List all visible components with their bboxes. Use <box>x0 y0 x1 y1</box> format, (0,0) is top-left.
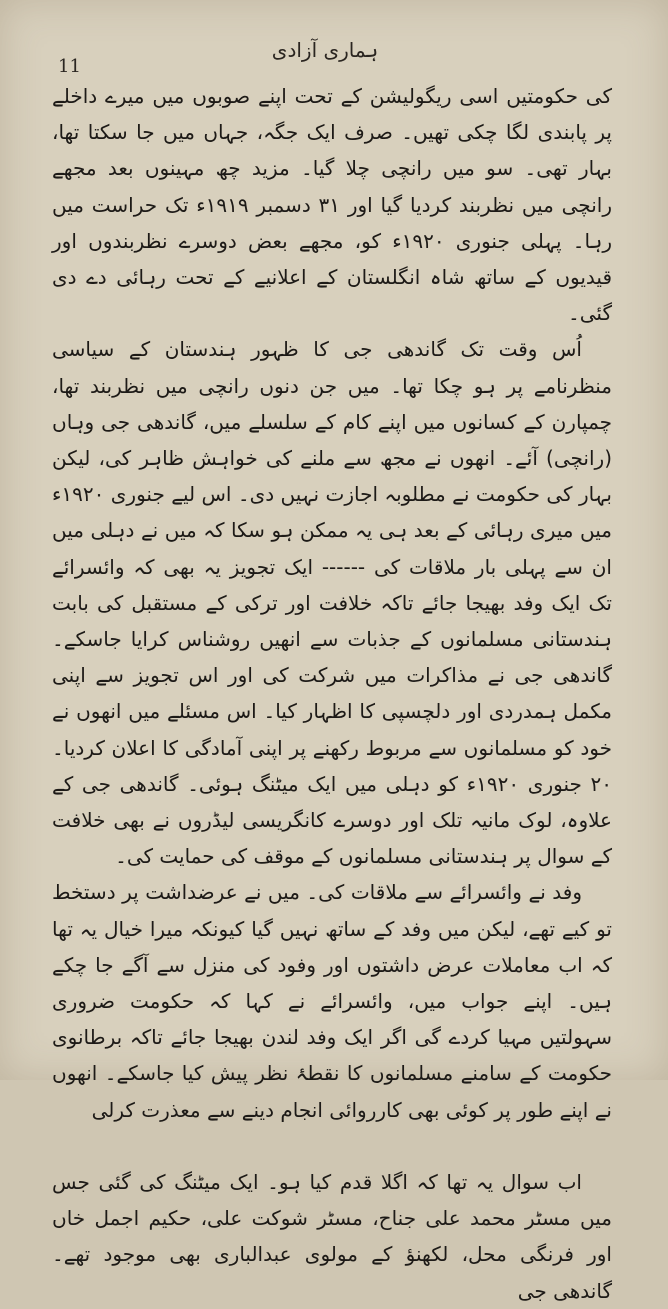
paragraph: اب سوال یہ تھا کہ اگلا قدم کیا ہو۔ ایک میٹنگ کی گئی جس میں مسٹر محمد علی جناح، مسٹر شوکت علی، حکیم اجمل خاں اور فرنگی محل، لکھنؤ کے مولوی عبدالباری بھی موجود تھے۔ گاندھی جی <box>52 1169 612 1303</box>
body-text <box>52 78 612 1309</box>
paragraph: وفد نے وائسرائے سے ملاقات کی۔ میں نے عرضداشت پر دستخط تو کیے تھے، لیکن میں وفد کے ساتھ نہیں گیا کیونکہ میرا خیال یہ تھا کہ اب معاملات عرض داشتوں اور وفود کی منزل سے آگے جا چکے ہیں۔ اپنے جواب میں، وائسرائے نے کہا کہ حکومت ضروری سہولتیں مہیا کردے گی اگر ایک وفد لندن بھیجا جائے تاکہ برطانوی حکومت کے سامنے مسلمانوں کا نقطۂ نظر پیش کیا جاسکے۔ انھوں نے اپنے طور پر کوئی بھی کارروائی انجام دینے سے معذرت کرلی <box>52 880 612 1122</box>
paragraph: کی حکومتیں اسی ریگولیشن کے تحت اپنے صوبوں میں میرے داخلے پر پابندی لگا چکی تھیں۔ صرف ایک جگہ، جہاں میں جا سکتا تھا، بہار تھی۔ سو میں رانچی چلا گیا۔ مزید چھ مہینوں بعد مجھے رانچی میں نظربند کردیا گیا اور ۳۱ دسمبر ۱۹۱۹ء تک حراست میں رہا۔ پہلی جنوری ۱۹۲۰ء کو، مجھے بعض دوسرے نظربندوں اور قیدیوں کے ساتھ شاہ انگلستان کے اعلانیے کے تحت رہائی دے دی گئی۔ <box>52 84 612 326</box>
running-title: ہماری آزادی <box>271 38 379 62</box>
page-number: 11 <box>58 56 81 77</box>
page-header <box>0 38 668 78</box>
paragraph: اُس وقت تک گاندھی جی کا ظہور ہندستان کے سیاسی منظرنامے پر ہو چکا تھا۔ میں جن دنوں رانچی میں نظربند تھا، چمپارن کے کسانوں میں اپنے کام کے سلسلے میں، گاندھی جی وہاں (رانچی) آئے۔ انھوں نے مجھ سے ملنے کی خواہش ظاہر کی، لیکن بہار کی حکومت نے مطلوبہ اجازت نہیں دی۔ اس لیے جنوری ۱۹۲۰ء میں میری رہائی کے بعد ہی یہ ممکن ہو سکا کہ میں نے دہلی میں ان سے پہلی بار ملاقات کی ------ ایک تجویز یہ بھی کہ وائسرائے تک ایک وفد بھیجا جائے تاکہ خلافت اور ترکی کے مستقبل کی بابت ہندستانی مسلمانوں کے جذبات سے انھیں روشناس کرایا جاسکے۔ گاندھی جی نے مذاکرات میں شرکت کی اور اس تجویز سے اپنی مکمل ہمدردی اور دلچسپی کا اظہار کیا۔ اس مسئلے میں انھوں نے خود کو مسلمانوں سے مربوط رکھنے پر اپنی آمادگی کا اعلان کردیا۔ ۲۰ جنوری ۱۹۲۰ء کو دہلی میں ایک میٹنگ ہوئی۔ گاندھی جی کے علاوہ، لوک مانیہ تلک اور دوسرے کانگریسی لیڈروں نے بھی خلافت کے سوال پر ہندستانی مسلمانوں کے موقف کی حمایت کی۔ <box>52 337 613 869</box>
